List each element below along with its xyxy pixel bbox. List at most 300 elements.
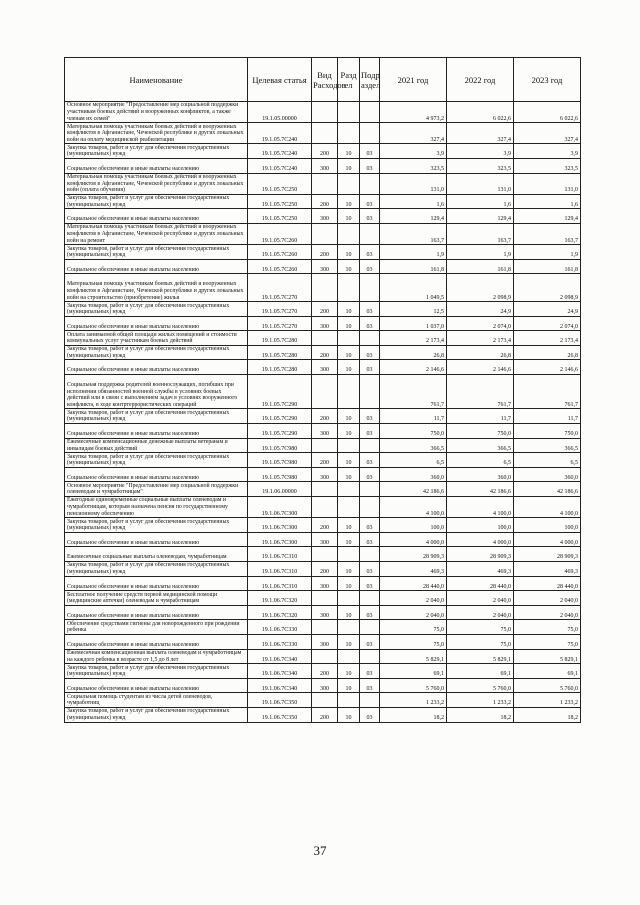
- cell-name: Социальное обеспечение и иные выплаты населению: [65, 209, 248, 224]
- cell-2023: 5 829,1: [514, 649, 581, 664]
- cell-expense-type: 300: [312, 467, 338, 482]
- cell-2021: 323,5: [380, 158, 447, 173]
- cell-expense-type: 200: [312, 453, 338, 468]
- cell-expense-type: [312, 102, 338, 123]
- cell-2021: 6,5: [380, 453, 447, 468]
- cell-target-article: 19.1.06.7С330: [248, 620, 312, 635]
- cell-name: Ежемесячные социальные выплаты оленеводам, чумработницам: [65, 547, 248, 562]
- cell-2022: 129,4: [447, 209, 514, 224]
- table-row: [65, 144, 581, 159]
- cell-target-article: 19.1.06.7С340: [248, 678, 312, 693]
- table-row: [65, 605, 581, 620]
- cell-2022: 11,7: [447, 409, 514, 424]
- cell-expense-type: [312, 375, 338, 409]
- table-row: [65, 259, 581, 274]
- cell-name: Материальная помощь участникам боевых действий и вооруженных конфликтов в Афганистане, Чеченской республике и других локальных войн на ремонт: [65, 223, 248, 244]
- cell-name: Закупка товаров, работ и услуг для обеспечения государственных (муниципальных) нужд: [65, 345, 248, 360]
- cell-2022: 75,0: [447, 620, 514, 635]
- cell-section: [338, 438, 360, 453]
- cell-2023: 2 098,9: [514, 274, 581, 302]
- cell-expense-type: 300: [312, 424, 338, 439]
- cell-2022: 100,0: [447, 518, 514, 533]
- header-name: Наименование: [65, 58, 248, 102]
- cell-target-article: 19.1.05.7С240: [248, 144, 312, 159]
- table-row: [65, 678, 581, 693]
- table-row: [65, 102, 581, 123]
- cell-name: Социальное обеспечение и иные выплаты населению: [65, 605, 248, 620]
- cell-2021: 1 233,2: [380, 693, 447, 708]
- cell-target-article: 19.1.06.7С320: [248, 591, 312, 606]
- cell-2021: 4 973,2: [380, 102, 447, 123]
- cell-2022: 2 146,6: [447, 360, 514, 375]
- cell-expense-type: [312, 173, 338, 194]
- cell-target-article: 19.1.05.7С270: [248, 302, 312, 317]
- cell-2022: 3,9: [447, 144, 514, 159]
- cell-name: Закупка товаров, работ и услуг для обеспечения государственных (муниципальных) нужд: [65, 409, 248, 424]
- cell-target-article: 19.1.06.7С350: [248, 693, 312, 708]
- cell-2021: 1 049,5: [380, 274, 447, 302]
- cell-2023: 2 040,0: [514, 591, 581, 606]
- cell-name: Закупка товаров, работ и услуг для обеспечения государственных (муниципальных) нужд: [65, 707, 248, 722]
- cell-2022: 2 173,4: [447, 331, 514, 346]
- cell-section: [338, 375, 360, 409]
- cell-expense-type: 300: [312, 316, 338, 331]
- cell-name: Обеспечение средствами гигиены для новорожденного при рождении ребенка: [65, 620, 248, 635]
- cell-expense-type: 300: [312, 360, 338, 375]
- cell-2021: 1,6: [380, 194, 447, 209]
- cell-target-article: 19.1.06.7С310: [248, 547, 312, 562]
- cell-2022: 366,5: [447, 438, 514, 453]
- table-row: [65, 532, 581, 547]
- table-row: [65, 518, 581, 533]
- cell-target-article: 19.1.05.7С280: [248, 331, 312, 346]
- cell-expense-type: [312, 123, 338, 144]
- cell-section: 10: [338, 158, 360, 173]
- cell-section: 10: [338, 144, 360, 159]
- cell-2023: 1,6: [514, 194, 581, 209]
- cell-expense-type: 200: [312, 345, 338, 360]
- table-row: [65, 438, 581, 453]
- cell-target-article: 19.1.05.7С240: [248, 158, 312, 173]
- cell-target-article: 19.1.05.7С250: [248, 194, 312, 209]
- cell-2021: 366,5: [380, 438, 447, 453]
- table-row: [65, 664, 581, 679]
- cell-2022: 360,0: [447, 467, 514, 482]
- cell-name: Социальное обеспечение и иные выплаты населению: [65, 467, 248, 482]
- cell-2021: 2 173,4: [380, 331, 447, 346]
- table-row: [65, 453, 581, 468]
- cell-subsection: 03: [360, 409, 380, 424]
- table-header-row: [65, 58, 581, 102]
- cell-2022: 1 233,2: [447, 693, 514, 708]
- cell-2023: 4 000,0: [514, 532, 581, 547]
- cell-2021: 4 000,0: [380, 532, 447, 547]
- cell-expense-type: [312, 331, 338, 346]
- cell-section: 10: [338, 532, 360, 547]
- table-row: [65, 345, 581, 360]
- cell-expense-type: 200: [312, 302, 338, 317]
- table-row: [65, 245, 581, 260]
- cell-name: Социальное обеспечение и иные выплаты населению: [65, 532, 248, 547]
- cell-section: [338, 173, 360, 194]
- cell-2021: 100,0: [380, 518, 447, 533]
- table-row: [65, 547, 581, 562]
- cell-expense-type: [312, 693, 338, 708]
- cell-2023: 161,8: [514, 259, 581, 274]
- cell-section: [338, 274, 360, 302]
- cell-name: Основное мероприятие "Предоставление мер социальной поддержки участникам боевых действий и вооруженных конфликтов, а также членам их семей": [65, 102, 248, 123]
- cell-2021: 1,9: [380, 245, 447, 260]
- cell-section: 10: [338, 576, 360, 591]
- cell-section: 10: [338, 424, 360, 439]
- cell-name: Оплата занимаемой общей площади жилых помещений и стоимости коммунальных услуг участникам боевых действий: [65, 331, 248, 346]
- cell-subsection: [360, 649, 380, 664]
- cell-section: [338, 620, 360, 635]
- cell-2023: 131,0: [514, 173, 581, 194]
- table-row: [65, 693, 581, 708]
- cell-subsection: 03: [360, 634, 380, 649]
- cell-2021: 1 037,0: [380, 316, 447, 331]
- cell-2021: 360,0: [380, 467, 447, 482]
- cell-expense-type: 300: [312, 634, 338, 649]
- header-subsection: Подр аздел: [360, 58, 380, 102]
- cell-subsection: 03: [360, 605, 380, 620]
- cell-target-article: 19.1.05.7С280: [248, 345, 312, 360]
- cell-2023: 75,0: [514, 634, 581, 649]
- table-row: [65, 634, 581, 649]
- cell-target-article: 19.1.05.7С980: [248, 453, 312, 468]
- header-section: Разд ел: [338, 58, 360, 102]
- cell-section: 10: [338, 245, 360, 260]
- cell-target-article: 19.1.06.7С310: [248, 576, 312, 591]
- page-number: 37: [313, 843, 327, 858]
- cell-subsection: 03: [360, 245, 380, 260]
- cell-2022: 163,7: [447, 223, 514, 244]
- cell-expense-type: [312, 547, 338, 562]
- table-row: [65, 424, 581, 439]
- budget-table: [64, 57, 581, 723]
- cell-2023: 6,5: [514, 453, 581, 468]
- cell-2021: 69,1: [380, 664, 447, 679]
- cell-2023: 163,7: [514, 223, 581, 244]
- cell-subsection: 03: [360, 707, 380, 722]
- cell-target-article: 19.1.06.00000: [248, 482, 312, 497]
- cell-subsection: 03: [360, 302, 380, 317]
- cell-target-article: 19.1.05.7С290: [248, 375, 312, 409]
- cell-name: Социальное обеспечение и иные выплаты населению: [65, 424, 248, 439]
- cell-2023: 1,9: [514, 245, 581, 260]
- table-row: [65, 576, 581, 591]
- cell-expense-type: 200: [312, 562, 338, 577]
- cell-expense-type: 200: [312, 518, 338, 533]
- cell-expense-type: 300: [312, 259, 338, 274]
- cell-expense-type: [312, 497, 338, 518]
- cell-2022: 6 022,6: [447, 102, 514, 123]
- table-row: [65, 158, 581, 173]
- cell-2023: 4 100,0: [514, 497, 581, 518]
- cell-section: [338, 482, 360, 497]
- cell-subsection: 03: [360, 518, 380, 533]
- cell-2021: 28 909,3: [380, 547, 447, 562]
- cell-expense-type: 300: [312, 576, 338, 591]
- cell-2023: 761,7: [514, 375, 581, 409]
- cell-subsection: 03: [360, 678, 380, 693]
- cell-target-article: 19.1.05.7С290: [248, 424, 312, 439]
- cell-2022: 26,8: [447, 345, 514, 360]
- cell-2021: 761,7: [380, 375, 447, 409]
- cell-2023: 327,4: [514, 123, 581, 144]
- cell-2021: 2 040,0: [380, 605, 447, 620]
- cell-section: [338, 223, 360, 244]
- cell-section: 10: [338, 345, 360, 360]
- table-row: [65, 316, 581, 331]
- cell-target-article: 19.1.05.7С980: [248, 438, 312, 453]
- cell-section: 10: [338, 453, 360, 468]
- cell-2023: 2 040,0: [514, 605, 581, 620]
- cell-2022: 131,0: [447, 173, 514, 194]
- cell-expense-type: [312, 620, 338, 635]
- header-target-article: Целевая статья: [248, 58, 312, 102]
- cell-2023: 75,0: [514, 620, 581, 635]
- cell-subsection: [360, 438, 380, 453]
- cell-subsection: [360, 274, 380, 302]
- cell-section: [338, 331, 360, 346]
- cell-2022: 18,2: [447, 707, 514, 722]
- cell-2022: 2 098,9: [447, 274, 514, 302]
- cell-2021: 75,0: [380, 620, 447, 635]
- cell-subsection: 03: [360, 467, 380, 482]
- cell-2022: 1,9: [447, 245, 514, 260]
- cell-name: Социальное обеспечение и иные выплаты населению: [65, 158, 248, 173]
- cell-2022: 75,0: [447, 634, 514, 649]
- cell-2022: 2 040,0: [447, 605, 514, 620]
- cell-name: Социальное обеспечение и иные выплаты населению: [65, 576, 248, 591]
- cell-2021: 2 146,6: [380, 360, 447, 375]
- table-row: [65, 562, 581, 577]
- cell-2021: 18,2: [380, 707, 447, 722]
- table-row: [65, 123, 581, 144]
- table-row: [65, 467, 581, 482]
- cell-subsection: [360, 123, 380, 144]
- cell-target-article: 19.1.06.7С310: [248, 562, 312, 577]
- cell-target-article: 19.1.05.7С260: [248, 223, 312, 244]
- table-row: [65, 194, 581, 209]
- cell-expense-type: 300: [312, 678, 338, 693]
- cell-subsection: 03: [360, 144, 380, 159]
- cell-2022: 5 760,0: [447, 678, 514, 693]
- cell-subsection: [360, 547, 380, 562]
- cell-section: 10: [338, 562, 360, 577]
- cell-target-article: 19.1.06.7С350: [248, 707, 312, 722]
- cell-section: 10: [338, 467, 360, 482]
- cell-target-article: 19.1.05.7С980: [248, 467, 312, 482]
- cell-2023: 24,9: [514, 302, 581, 317]
- cell-2022: 5 829,1: [447, 649, 514, 664]
- cell-section: [338, 102, 360, 123]
- cell-name: Закупка товаров, работ и услуг для обеспечения государственных (муниципальных) нужд: [65, 562, 248, 577]
- cell-expense-type: 200: [312, 245, 338, 260]
- cell-name: Ежегодные единовременные социальные выплаты оленеводам и чумработницам, которым назначена пенсия по государственному пенсионному обеспечению: [65, 497, 248, 518]
- cell-2022: 1,6: [447, 194, 514, 209]
- cell-subsection: [360, 375, 380, 409]
- cell-2023: 129,4: [514, 209, 581, 224]
- cell-name: Материальная помощь участникам боевых действий и вооруженных конфликтов в Афганистане, Чеченской республике и других локальных войн (оплата обучения): [65, 173, 248, 194]
- cell-target-article: 19.1.06.7С300: [248, 518, 312, 533]
- cell-section: 10: [338, 360, 360, 375]
- cell-expense-type: [312, 482, 338, 497]
- cell-expense-type: 300: [312, 158, 338, 173]
- cell-name: Материальная помощь участникам боевых действий и вооруженных конфликтов в Афганистане, Чеченской республике и других локальных войн на строительство (приобретение) жилья: [65, 274, 248, 302]
- cell-name: Закупка товаров, работ и услуг для обеспечения государственных (муниципальных) нужд: [65, 518, 248, 533]
- cell-2021: 3,9: [380, 144, 447, 159]
- cell-2022: 161,8: [447, 259, 514, 274]
- cell-name: Социальная поддержка родителей военнослужащих, погибших при исполнении обязанностей военной службы в условиях боевых действий или в связи с выполнением задач в условиях вооруженного конфликта, в ходе контртеррористических операций: [65, 375, 248, 409]
- cell-2022: 24,9: [447, 302, 514, 317]
- cell-name: Материальная помощь участникам боевых действий и вооруженных конфликтов в Афганистане, Чеченской республике и других локальных войн на оплату медицинской реабилитации: [65, 123, 248, 144]
- cell-name: Закупка товаров, работ и услуг для обеспечения государственных (муниципальных) нужд: [65, 453, 248, 468]
- table-row: [65, 223, 581, 244]
- cell-2023: 100,0: [514, 518, 581, 533]
- cell-name: Закупка товаров, работ и услуг для обеспечения государственных (муниципальных) нужд: [65, 144, 248, 159]
- cell-2022: 469,3: [447, 562, 514, 577]
- cell-2022: 69,1: [447, 664, 514, 679]
- header-year-2021: 2021 год: [380, 58, 447, 102]
- cell-name: Ежемесячная компенсационная выплата оленеводам и чумработницам на каждого ребенка в возрасте от 1,5 до 8 лет: [65, 649, 248, 664]
- cell-name: Ежемесячные компенсационные денежные выплаты ветеранам и инвалидам боевых действий: [65, 438, 248, 453]
- cell-section: [338, 649, 360, 664]
- cell-target-article: 19.1.05.7С280: [248, 360, 312, 375]
- cell-name: Социальное обеспечение и иные выплаты населению: [65, 360, 248, 375]
- cell-subsection: [360, 223, 380, 244]
- cell-subsection: [360, 102, 380, 123]
- cell-2021: 42 186,6: [380, 482, 447, 497]
- cell-2021: 4 100,0: [380, 497, 447, 518]
- cell-target-article: 19.1.06.7С320: [248, 605, 312, 620]
- cell-section: 10: [338, 678, 360, 693]
- table-row: [65, 274, 581, 302]
- cell-subsection: 03: [360, 158, 380, 173]
- cell-expense-type: 200: [312, 194, 338, 209]
- cell-expense-type: [312, 274, 338, 302]
- cell-2023: 1 233,2: [514, 693, 581, 708]
- cell-section: 10: [338, 194, 360, 209]
- cell-section: 10: [338, 302, 360, 317]
- cell-name: Закупка товаров, работ и услуг для обеспечения государственных (муниципальных) нужд: [65, 302, 248, 317]
- cell-section: 10: [338, 634, 360, 649]
- cell-subsection: 03: [360, 209, 380, 224]
- cell-section: [338, 547, 360, 562]
- cell-subsection: 03: [360, 345, 380, 360]
- cell-target-article: 19.1.06.7С330: [248, 634, 312, 649]
- cell-subsection: 03: [360, 316, 380, 331]
- cell-2021: 2 040,0: [380, 591, 447, 606]
- cell-2021: 163,7: [380, 223, 447, 244]
- table-row: [65, 707, 581, 722]
- cell-2023: 28 909,3: [514, 547, 581, 562]
- cell-2023: 3,9: [514, 144, 581, 159]
- cell-target-article: 19.1.05.7С250: [248, 209, 312, 224]
- cell-subsection: [360, 497, 380, 518]
- table-row: [65, 302, 581, 317]
- cell-2022: 28 440,0: [447, 576, 514, 591]
- cell-name: Социальное обеспечение и иные выплаты населению: [65, 316, 248, 331]
- cell-name: Социальное обеспечение и иные выплаты населению: [65, 259, 248, 274]
- cell-section: 10: [338, 605, 360, 620]
- cell-2021: 75,0: [380, 634, 447, 649]
- cell-expense-type: [312, 591, 338, 606]
- cell-section: [338, 591, 360, 606]
- cell-2022: 4 000,0: [447, 532, 514, 547]
- cell-subsection: 03: [360, 664, 380, 679]
- cell-expense-type: 200: [312, 144, 338, 159]
- table-row: [65, 497, 581, 518]
- cell-2023: 69,1: [514, 664, 581, 679]
- cell-target-article: 19.1.05.7С270: [248, 316, 312, 331]
- cell-2023: 323,5: [514, 158, 581, 173]
- cell-name: Социальное обеспечение и иные выплаты населению: [65, 678, 248, 693]
- cell-2021: 28 440,0: [380, 576, 447, 591]
- cell-expense-type: 200: [312, 664, 338, 679]
- cell-2021: 11,7: [380, 409, 447, 424]
- cell-section: 10: [338, 409, 360, 424]
- table-row: [65, 209, 581, 224]
- cell-name: Закупка товаров, работ и услуг для обеспечения государственных (муниципальных) нужд: [65, 245, 248, 260]
- cell-2022: 28 909,3: [447, 547, 514, 562]
- table-row: [65, 591, 581, 606]
- cell-subsection: [360, 591, 380, 606]
- cell-target-article: 19.1.06.7С340: [248, 649, 312, 664]
- cell-2023: 28 440,0: [514, 576, 581, 591]
- cell-2023: 6 022,6: [514, 102, 581, 123]
- table-row: [65, 173, 581, 194]
- cell-2023: 366,5: [514, 438, 581, 453]
- table-row: [65, 360, 581, 375]
- cell-2022: 323,5: [447, 158, 514, 173]
- cell-target-article: 19.1.05.7С260: [248, 259, 312, 274]
- cell-2022: 761,7: [447, 375, 514, 409]
- cell-2022: 42 186,6: [447, 482, 514, 497]
- cell-section: [338, 693, 360, 708]
- cell-section: 10: [338, 209, 360, 224]
- cell-target-article: 19.1.05.7С240: [248, 123, 312, 144]
- cell-2021: 129,4: [380, 209, 447, 224]
- cell-name: Основное мероприятие "Предоставление мер социальной поддержки оленеводам и чумработницам": [65, 482, 248, 497]
- header-expense-type: Вид Расходов: [312, 58, 338, 102]
- cell-expense-type: [312, 223, 338, 244]
- cell-subsection: [360, 693, 380, 708]
- cell-name: Закупка товаров, работ и услуг для обеспечения государственных (муниципальных) нужд: [65, 664, 248, 679]
- cell-2023: 2 146,6: [514, 360, 581, 375]
- cell-2023: 469,3: [514, 562, 581, 577]
- cell-section: 10: [338, 316, 360, 331]
- cell-2021: 5 760,0: [380, 678, 447, 693]
- cell-2021: 5 829,1: [380, 649, 447, 664]
- cell-2022: 2 074,0: [447, 316, 514, 331]
- cell-subsection: [360, 620, 380, 635]
- cell-2023: 2 173,4: [514, 331, 581, 346]
- cell-subsection: 03: [360, 532, 380, 547]
- table-row: [65, 409, 581, 424]
- cell-2022: 750,0: [447, 424, 514, 439]
- header-year-2022: 2022 год: [447, 58, 514, 102]
- cell-section: 10: [338, 518, 360, 533]
- cell-expense-type: 200: [312, 409, 338, 424]
- cell-expense-type: 300: [312, 209, 338, 224]
- cell-target-article: 19.1.05.7С260: [248, 245, 312, 260]
- cell-2022: 2 040,0: [447, 591, 514, 606]
- cell-2022: 6,5: [447, 453, 514, 468]
- cell-target-article: 19.1.06.7С300: [248, 497, 312, 518]
